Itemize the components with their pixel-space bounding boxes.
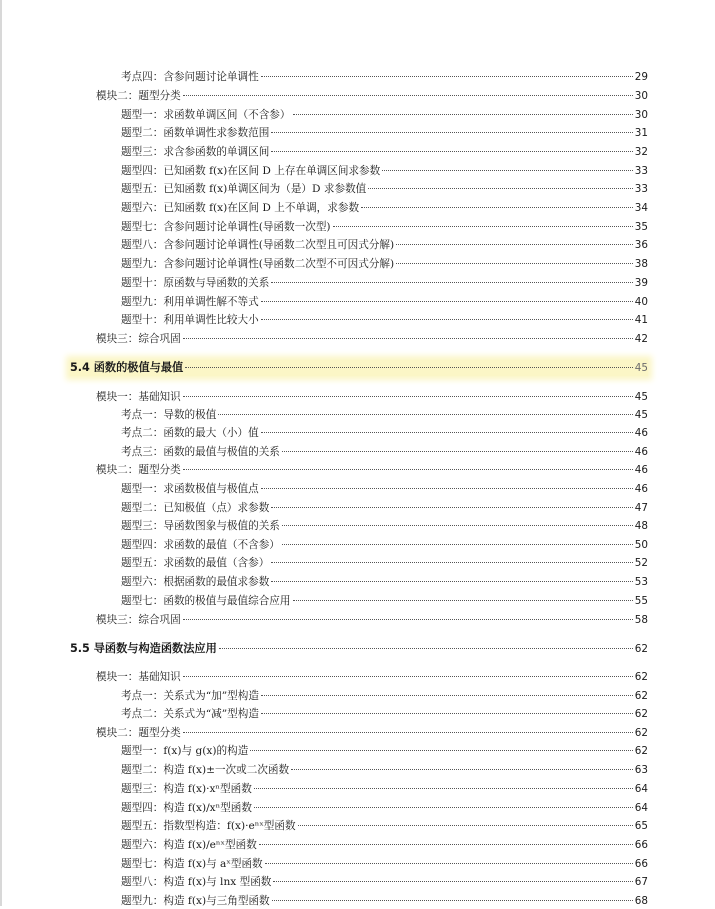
toc-item-entry[interactable]: [121, 555, 648, 571]
toc-item-entry[interactable]: [121, 537, 648, 553]
toc-item-entry[interactable]: [121, 294, 648, 310]
toc-item-entry[interactable]: [121, 818, 648, 834]
toc-dot-leader: [183, 338, 633, 339]
toc-page-number: 67: [634, 876, 648, 888]
toc-page-number: 45: [634, 391, 648, 403]
toc-dot-leader: [291, 769, 633, 770]
toc-dot-leader: [185, 367, 633, 368]
toc-page-number: 39: [634, 277, 648, 289]
toc-dot-leader: [271, 282, 632, 283]
toc-page-number: 41: [634, 314, 648, 326]
toc-module-entry[interactable]: [96, 331, 648, 347]
toc-entry-label: 题型九：构造 f(x)与三角型函数: [121, 895, 270, 907]
toc-dot-leader: [333, 226, 633, 227]
toc-item-entry[interactable]: [121, 425, 648, 441]
toc-dot-leader: [254, 788, 633, 789]
toc-dot-leader: [272, 900, 633, 901]
toc-entry-label: 题型八：含参问题讨论单调性(导函数二次型且可因式分解): [121, 239, 395, 251]
toc-page-number: 62: [634, 643, 648, 655]
toc-dot-leader: [282, 525, 633, 526]
toc-item-entry[interactable]: [121, 743, 648, 759]
toc-entry-label: 模块二：题型分类: [96, 464, 181, 476]
toc-page-number: 50: [634, 539, 648, 551]
toc-dot-leader: [218, 414, 632, 415]
toc-entry-label: 考点四：含参问题讨论单调性: [121, 71, 259, 83]
toc-dot-leader: [361, 207, 633, 208]
toc-item-entry[interactable]: [121, 200, 648, 216]
toc-entry-label: 题型八：构造 f(x)与 lnx 型函数: [121, 876, 272, 888]
toc-entry-label: 题型五：指数型构造：f(x)·eⁿˣ型函数: [121, 820, 296, 832]
toc-module-entry[interactable]: [96, 725, 648, 741]
toc-module-entry[interactable]: [96, 389, 648, 405]
toc-dot-leader: [282, 544, 633, 545]
toc-item-entry[interactable]: [121, 781, 648, 797]
toc-item-entry[interactable]: [121, 574, 648, 590]
toc-page-number: 48: [634, 520, 648, 532]
toc-section-entry[interactable]: [70, 360, 648, 376]
toc-entry-label: 题型二：已知极值（点）求参数: [121, 502, 270, 514]
toc-entry-label: 题型五：求函数的最值（含参）: [121, 557, 270, 569]
toc-dot-leader: [261, 432, 633, 433]
toc-entry-label: 模块一：基础知识: [96, 671, 181, 683]
toc-item-entry[interactable]: [121, 837, 648, 853]
toc-dot-leader: [293, 600, 633, 601]
page-left-border: [0, 0, 2, 906]
toc-item-entry[interactable]: [121, 181, 648, 197]
toc-dot-leader: [183, 676, 633, 677]
toc-section-entry[interactable]: [70, 641, 648, 657]
toc-item-entry[interactable]: [121, 800, 648, 816]
toc-page-number: 33: [634, 183, 648, 195]
toc-item-entry[interactable]: [121, 762, 648, 778]
toc-item-entry[interactable]: [121, 481, 648, 497]
toc-item-entry[interactable]: [121, 688, 648, 704]
toc-page-number: 35: [634, 221, 648, 233]
toc-dot-leader: [265, 863, 633, 864]
toc-entry-label: 题型一：f(x)与 g(x)的构造: [121, 745, 249, 757]
toc-page-number: 68: [634, 895, 648, 907]
toc-dot-leader: [259, 844, 633, 845]
toc-dot-leader: [396, 244, 633, 245]
toc-dot-leader: [271, 581, 632, 582]
toc-page-number: 62: [634, 727, 648, 739]
toc-dot-leader: [183, 469, 633, 470]
toc-item-entry[interactable]: [121, 237, 648, 253]
toc-page-number: 31: [634, 127, 648, 139]
toc-entry-label: 模块一：基础知识: [96, 391, 181, 403]
toc-page-number: 47: [634, 502, 648, 514]
toc-item-entry[interactable]: [121, 874, 648, 890]
toc-entry-label: 题型十：利用单调性比较大小: [121, 314, 259, 326]
toc-dot-leader: [271, 562, 632, 563]
toc-item-entry[interactable]: [121, 856, 648, 872]
toc-item-entry[interactable]: [121, 125, 648, 141]
toc-page-number: 58: [634, 614, 648, 626]
toc-entry-label: 题型九：利用单调性解不等式: [121, 296, 259, 308]
toc-entry-label: 题型七：函数的极值与最值综合应用: [121, 595, 291, 607]
toc-entry-label: 模块二：题型分类: [96, 727, 181, 739]
toc-entry-label: 题型七：含参问题讨论单调性(导函数一次型): [121, 221, 331, 233]
toc-entry-label: 题型六：已知函数 f(x)在区间 D 上不单调，求参数: [121, 202, 360, 214]
toc-item-entry[interactable]: [121, 144, 648, 160]
toc-page-number: 64: [634, 802, 648, 814]
toc-page-number: 62: [634, 745, 648, 757]
toc-dot-leader: [271, 132, 632, 133]
toc-dot-leader: [261, 301, 633, 302]
toc-page-number: 46: [634, 427, 648, 439]
toc-item-entry[interactable]: [121, 312, 648, 328]
toc-page-number: 46: [634, 446, 648, 458]
toc-item-entry[interactable]: [121, 69, 648, 85]
toc-module-entry[interactable]: [96, 462, 648, 478]
toc-entry-label: 模块三：综合巩固: [96, 333, 181, 345]
toc-dot-leader: [396, 263, 633, 264]
toc-entry-label: 题型五：已知函数 f(x)单调区间为（是）D 求参数值: [121, 183, 367, 195]
toc-page-number: 32: [634, 146, 648, 158]
toc-item-entry[interactable]: [121, 256, 648, 272]
toc-dot-leader: [382, 170, 633, 171]
toc-module-entry[interactable]: [96, 669, 648, 685]
toc-page-number: 66: [634, 858, 648, 870]
toc-page-number: 46: [634, 464, 648, 476]
toc-item-entry[interactable]: [121, 706, 648, 722]
toc-page-number: 62: [634, 671, 648, 683]
toc-page-number: 53: [634, 576, 648, 588]
toc-page-number: 40: [634, 296, 648, 308]
toc-dot-leader: [219, 648, 633, 649]
toc-entry-label: 模块三：综合巩固: [96, 614, 181, 626]
toc-item-entry[interactable]: [121, 107, 648, 123]
toc-entry-label: 题型七：构造 f(x)与 aˣ型函数: [121, 858, 263, 870]
toc-page-number: 64: [634, 783, 648, 795]
toc-page-number: 30: [634, 109, 648, 121]
toc-entry-label: 考点三：函数的最值与极值的关系: [121, 446, 280, 458]
toc-dot-leader: [183, 95, 633, 96]
toc-entry-label: 题型一：求函数单调区间（不含参）: [121, 109, 291, 121]
toc-page-number: 33: [634, 165, 648, 177]
toc-page-number: 42: [634, 333, 648, 345]
toc-entry-label: 题型三：构造 f(x)·xⁿ型函数: [121, 783, 252, 795]
toc-entry-label: 题型六：构造 f(x)/eⁿˣ型函数: [121, 839, 257, 851]
toc-entry-label: 5.5 导函数与构造函数法应用: [70, 642, 217, 655]
toc-entry-label: 题型四：构造 f(x)/xⁿ型函数: [121, 802, 252, 814]
toc-entry-label: 题型六：根据函数的最值求参数: [121, 576, 270, 588]
toc-page-number: 62: [634, 690, 648, 702]
toc-module-entry[interactable]: [96, 88, 648, 104]
toc-item-entry[interactable]: [121, 219, 648, 235]
toc-page-number: 66: [634, 839, 648, 851]
toc-dot-leader: [298, 825, 633, 826]
toc-dot-leader: [261, 713, 633, 714]
toc-page-number: 29: [634, 71, 648, 83]
toc-dot-leader: [261, 695, 633, 696]
toc-dot-leader: [261, 76, 633, 77]
toc-entry-label: 考点二：关系式为“减”型构造: [121, 708, 259, 720]
toc-item-entry[interactable]: [121, 518, 648, 534]
toc-item-entry[interactable]: [121, 275, 648, 291]
toc-page-number: 38: [634, 258, 648, 270]
toc-dot-leader: [368, 188, 633, 189]
toc-entry-label: 题型一：求函数极值与极值点: [121, 483, 259, 495]
toc-entry-label: 考点一：导数的极值: [121, 409, 217, 421]
toc-page-number: 34: [634, 202, 648, 214]
toc-entry-label: 题型三：求含参函数的单调区间: [121, 146, 270, 158]
toc-item-entry[interactable]: [121, 163, 648, 179]
toc-item-entry[interactable]: [121, 593, 648, 609]
toc-dot-leader: [293, 114, 633, 115]
toc-item-entry[interactable]: [121, 893, 648, 909]
toc-dot-leader: [250, 750, 632, 751]
toc-entry-label: 题型十：原函数与导函数的关系: [121, 277, 270, 289]
toc-page-number: 36: [634, 239, 648, 251]
toc-dot-leader: [271, 151, 632, 152]
toc-entry-label: 5.4 函数的极值与最值: [70, 361, 184, 374]
toc-page-number: 65: [634, 820, 648, 832]
toc-page-number: 62: [634, 708, 648, 720]
toc-item-entry[interactable]: [121, 500, 648, 516]
toc-dot-leader: [271, 507, 632, 508]
toc-dot-leader: [183, 619, 633, 620]
toc-module-entry[interactable]: [96, 612, 648, 628]
toc-entry-label: 题型二：构造 f(x)±一次或二次函数: [121, 764, 290, 776]
toc-page-number: 63: [634, 764, 648, 776]
toc-entry-label: 题型三：导函数图象与极值的关系: [121, 520, 280, 532]
toc-dot-leader: [261, 319, 633, 320]
toc-dot-leader: [282, 451, 633, 452]
toc-dot-leader: [254, 807, 633, 808]
toc-page-number: 45: [634, 362, 648, 374]
toc-entry-label: 考点二：函数的最大（小）值: [121, 427, 259, 439]
toc-entry-label: 题型四：已知函数 f(x)在区间 D 上存在单调区间求参数: [121, 165, 381, 177]
toc-dot-leader: [273, 881, 632, 882]
toc-item-entry[interactable]: [121, 444, 648, 460]
toc-entry-label: 题型四：求函数的最值（不含参）: [121, 539, 280, 551]
toc-page-number: 30: [634, 90, 648, 102]
toc-entry-label: 题型二：函数单调性求参数范围: [121, 127, 270, 139]
toc-item-entry[interactable]: [121, 407, 648, 423]
toc-page-number: 45: [634, 409, 648, 421]
toc-page-number: 52: [634, 557, 648, 569]
toc-dot-leader: [261, 488, 633, 489]
toc-entry-label: 模块二：题型分类: [96, 90, 181, 102]
toc-dot-leader: [183, 396, 633, 397]
toc-page-number: 55: [634, 595, 648, 607]
toc-entry-label: 考点一：关系式为“加”型构造: [121, 690, 259, 702]
toc-page-number: 46: [634, 483, 648, 495]
toc-entry-label: 题型九：含参问题讨论单调性(导函数二次型不可因式分解): [121, 258, 395, 270]
toc-dot-leader: [183, 732, 633, 733]
